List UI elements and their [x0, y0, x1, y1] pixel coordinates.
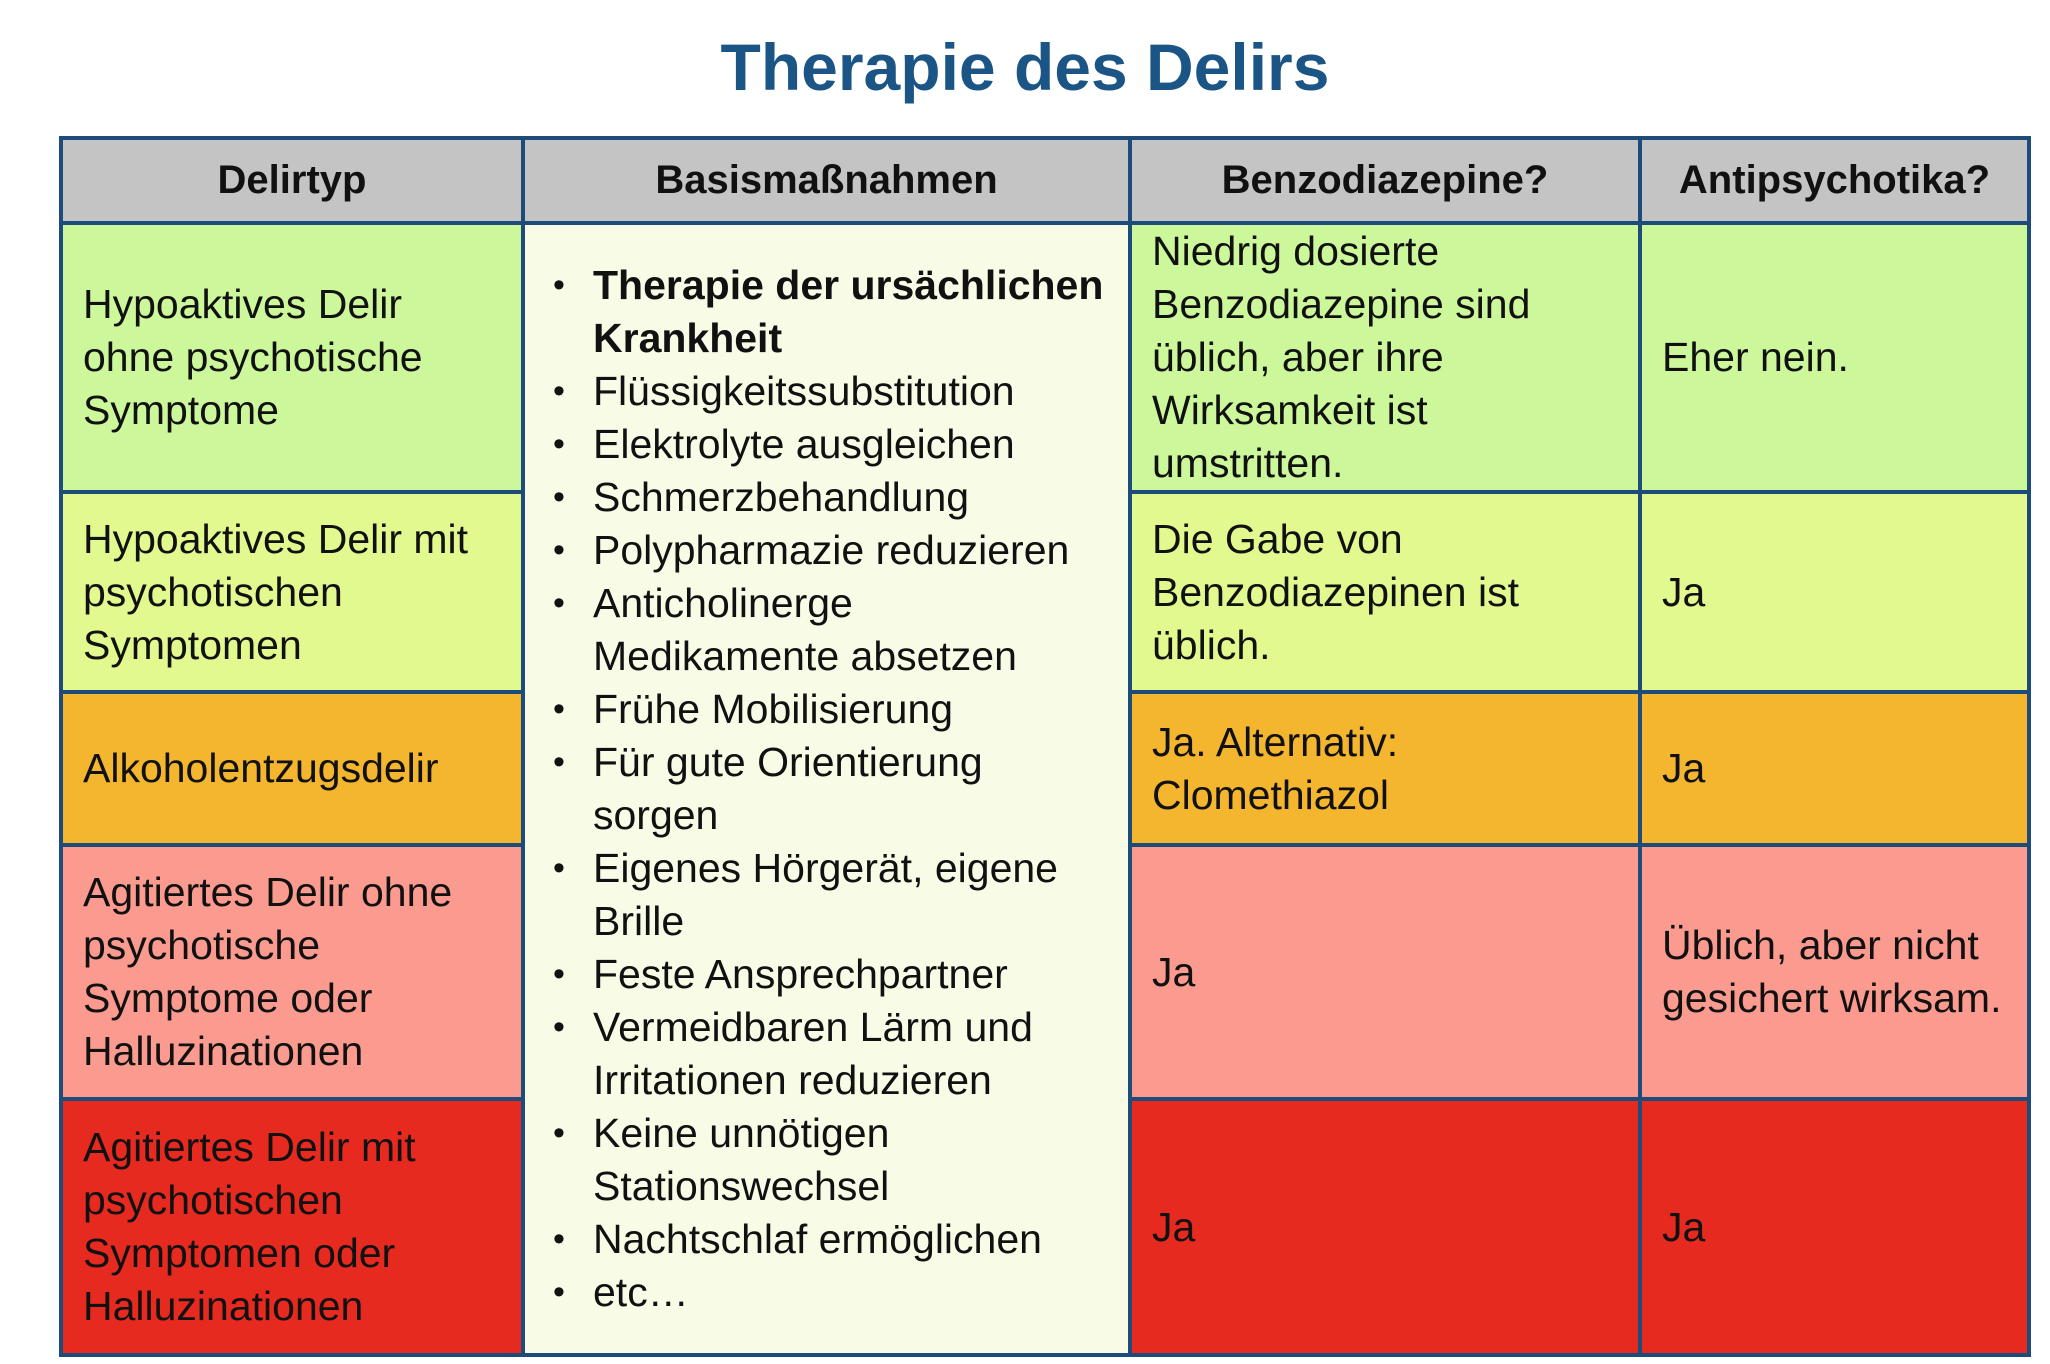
- antipsychotika-cell: Eher nein.: [1640, 223, 2029, 492]
- bullet-icon: •: [553, 266, 565, 304]
- list-item: • Nachtschlaf ermöglichen: [545, 1213, 1108, 1266]
- delirtyp-cell: Hypoaktives Delir mit psychotischen Symptomen: [61, 492, 523, 692]
- delirtyp-cell: Hypoaktives Delir ohne psychotische Symptome: [61, 223, 523, 492]
- bullet-icon: •: [553, 849, 565, 887]
- basis-measures-list: [545, 259, 1108, 1319]
- header-delirtyp: Delirtyp: [61, 138, 523, 223]
- bullet-icon: •: [553, 690, 565, 728]
- table-row: [61, 223, 2029, 492]
- bullet-icon: •: [553, 478, 565, 516]
- header-basismassnahmen: Basismaßnahmen: [523, 138, 1130, 223]
- bullet-icon: •: [553, 1273, 565, 1311]
- list-item: • Flüssigkeitssubstitution: [545, 365, 1108, 418]
- bullet-icon: •: [553, 1008, 565, 1046]
- bullet-icon: •: [553, 1220, 565, 1258]
- benzodiazepine-cell: Die Gabe von Benzodiazepinen ist üblich.: [1130, 492, 1640, 692]
- list-item: • Feste Ansprechpartner: [545, 948, 1108, 1001]
- antipsychotika-cell: Ja: [1640, 692, 2029, 845]
- delirtyp-cell: Alkoholentzugsdelir: [61, 692, 523, 845]
- benzodiazepine-cell: Niedrig dosierte Benzodiazepine sind üblich, aber ihre Wirksamkeit ist umstritten.: [1130, 223, 1640, 492]
- list-item: • Für gute Orientierung sorgen: [545, 736, 1108, 842]
- benzodiazepine-cell: Ja: [1130, 1099, 1640, 1355]
- list-item: • etc…: [545, 1266, 1108, 1319]
- header-row: [61, 138, 2029, 223]
- list-item: • Polypharmazie reduzieren: [545, 524, 1108, 577]
- antipsychotika-cell: Üblich, aber nicht gesichert wirksam.: [1640, 845, 2029, 1099]
- bullet-icon: •: [553, 1114, 565, 1152]
- list-item: • Anticholinerge Medikamente absetzen: [545, 577, 1108, 683]
- list-item: • Eigenes Hörgerät, eigene Brille: [545, 842, 1108, 948]
- header-benzodiazepine: Benzodiazepine?: [1130, 138, 1640, 223]
- antipsychotika-cell: Ja: [1640, 1099, 2029, 1355]
- benzodiazepine-cell: Ja. Alternativ: Clomethiazol: [1130, 692, 1640, 845]
- benzodiazepine-cell: Ja: [1130, 845, 1640, 1099]
- antipsychotika-cell: Ja: [1640, 492, 2029, 692]
- delirtyp-cell: Agitiertes Delir mit psychotischen Symptomen oder Halluzinationen: [61, 1099, 523, 1355]
- bullet-icon: •: [553, 425, 565, 463]
- list-item: • Keine unnötigen Stationswechsel: [545, 1107, 1108, 1213]
- bullet-icon: •: [553, 584, 565, 622]
- bullet-icon: •: [553, 743, 565, 781]
- page-title: Therapie des Delirs: [720, 30, 1330, 104]
- delir-therapy-table: [59, 136, 2031, 1357]
- list-item: • Schmerzbehandlung: [545, 471, 1108, 524]
- list-item: • Vermeidbaren Lärm und Irritationen reduzieren: [545, 1001, 1108, 1107]
- list-item: • Elektrolyte ausgleichen: [545, 418, 1108, 471]
- list-item: • Therapie der ursächlichen Krankheit: [545, 259, 1108, 365]
- bullet-icon: •: [553, 372, 565, 410]
- basismassnahmen-cell: [523, 223, 1130, 1355]
- list-item: • Frühe Mobilisierung: [545, 683, 1108, 736]
- bullet-icon: •: [553, 955, 565, 993]
- header-antipsychotika: Antipsychotika?: [1640, 138, 2029, 223]
- bullet-icon: •: [553, 531, 565, 569]
- delirtyp-cell: Agitiertes Delir ohne psychotische Symptome oder Halluzinationen: [61, 845, 523, 1099]
